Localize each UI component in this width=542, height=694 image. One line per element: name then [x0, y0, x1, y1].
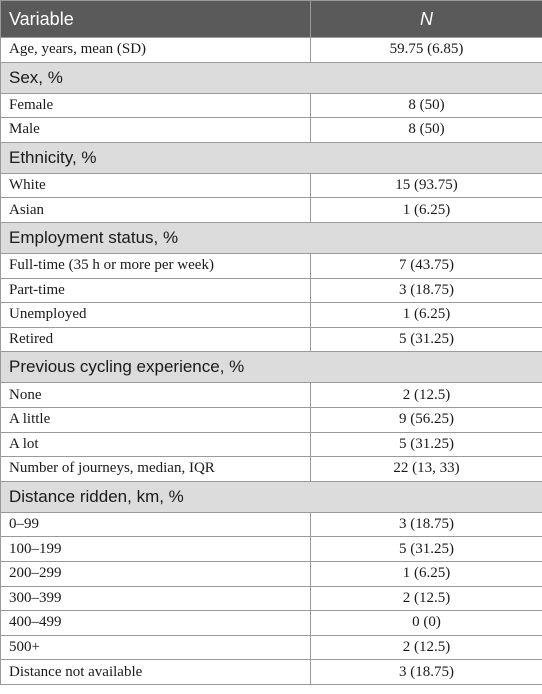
table-header-row [1, 1, 542, 38]
section-title: Previous cycling experience, % [1, 352, 542, 383]
table-row [1, 303, 542, 328]
row-label: White [1, 173, 311, 198]
table-row [1, 660, 542, 685]
row-label: 200–299 [1, 561, 311, 586]
section-title: Ethnicity, % [1, 142, 542, 173]
row-label: 500+ [1, 635, 311, 660]
row-value: 2 (12.5) [311, 635, 542, 660]
row-label: Retired [1, 327, 311, 352]
table-row [1, 537, 542, 562]
table-row [1, 198, 542, 223]
row-value: 8 (50) [311, 118, 542, 143]
table-row [1, 586, 542, 611]
table-row [1, 383, 542, 408]
table-row [1, 278, 542, 303]
table-row [1, 432, 542, 457]
table-row [1, 611, 542, 636]
table-row [1, 327, 542, 352]
row-value: 1 (6.25) [311, 303, 542, 328]
table-row [1, 93, 542, 118]
row-label: Asian [1, 198, 311, 223]
row-label: A little [1, 407, 311, 432]
section-header-row [1, 222, 542, 253]
row-label: Full-time (35 h or more per week) [1, 253, 311, 278]
section-title: Distance ridden, km, % [1, 481, 542, 512]
row-value: 59.75 (6.85) [311, 38, 542, 63]
row-value: 2 (12.5) [311, 586, 542, 611]
section-header-row [1, 142, 542, 173]
table-row [1, 38, 542, 63]
row-value: 5 (31.25) [311, 432, 542, 457]
header-variable: Variable [1, 1, 311, 38]
table-row [1, 512, 542, 537]
row-label: 100–199 [1, 537, 311, 562]
row-value: 15 (93.75) [311, 173, 542, 198]
row-value: 8 (50) [311, 93, 542, 118]
row-value: 5 (31.25) [311, 327, 542, 352]
row-label: 300–399 [1, 586, 311, 611]
row-label: 400–499 [1, 611, 311, 636]
row-value: 7 (43.75) [311, 253, 542, 278]
section-title: Employment status, % [1, 222, 542, 253]
row-value: 3 (18.75) [311, 512, 542, 537]
section-header-row [1, 62, 542, 93]
table-row [1, 457, 542, 482]
table-row [1, 118, 542, 143]
row-label: 0–99 [1, 512, 311, 537]
section-header-row [1, 352, 542, 383]
table-row [1, 561, 542, 586]
row-label: None [1, 383, 311, 408]
row-value: 5 (31.25) [311, 537, 542, 562]
table-row [1, 253, 542, 278]
row-value: 3 (18.75) [311, 660, 542, 685]
section-header-row [1, 481, 542, 512]
row-value: 22 (13, 33) [311, 457, 542, 482]
table-row [1, 635, 542, 660]
row-label: Male [1, 118, 311, 143]
row-label: A lot [1, 432, 311, 457]
row-value: 3 (18.75) [311, 278, 542, 303]
row-value: 9 (56.25) [311, 407, 542, 432]
row-value: 1 (6.25) [311, 198, 542, 223]
section-title: Sex, % [1, 62, 542, 93]
row-label: Distance not available [1, 660, 311, 685]
row-label: Part-time [1, 278, 311, 303]
row-value: 1 (6.25) [311, 561, 542, 586]
table-row [1, 173, 542, 198]
table-row [1, 407, 542, 432]
row-value: 0 (0) [311, 611, 542, 636]
header-n: N [311, 1, 542, 38]
row-label: Number of journeys, median, IQR [1, 457, 311, 482]
row-label: Unemployed [1, 303, 311, 328]
row-label: Female [1, 93, 311, 118]
row-label: Age, years, mean (SD) [1, 38, 311, 63]
row-value: 2 (12.5) [311, 383, 542, 408]
